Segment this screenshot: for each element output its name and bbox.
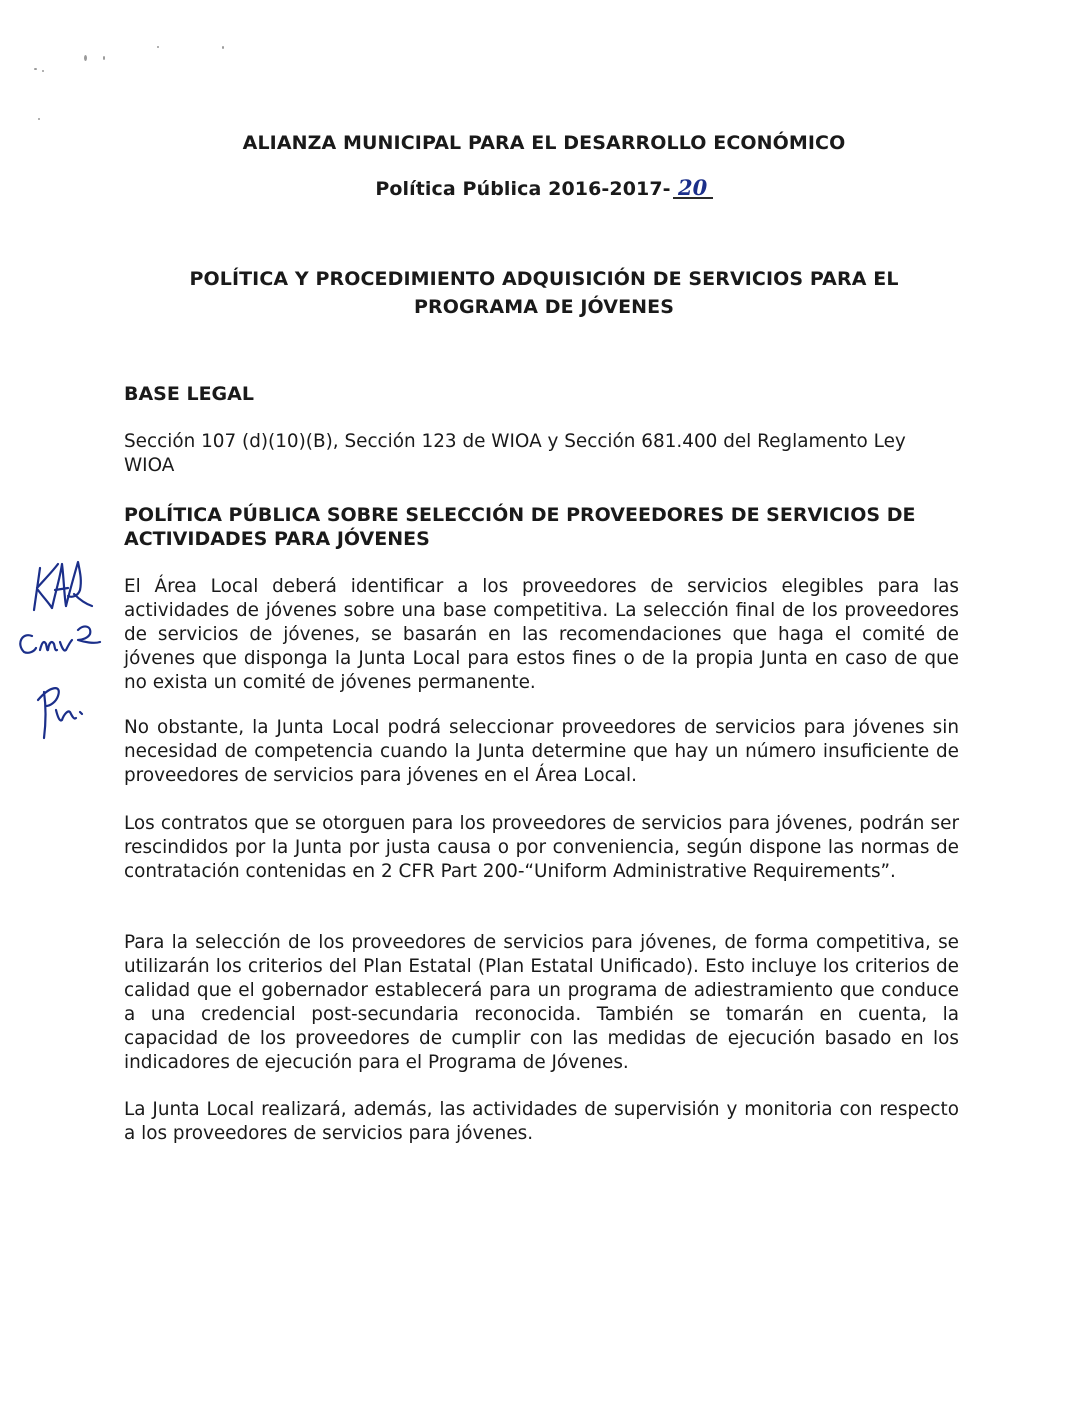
scan-speck xyxy=(84,55,87,61)
public-policy-heading: POLÍTICA PÚBLICA SOBRE SELECCIÓN DE PROVEEDORES DE SERVICIOS DE ACTIVIDADES PARA JÓVENES xyxy=(124,504,916,550)
document-title-line-1: POLÍTICA Y PROCEDIMIENTO ADQUISICIÓN DE SERVICIOS PARA EL xyxy=(189,268,899,290)
paragraph-block xyxy=(124,931,959,1075)
organization-title: ALIANZA MUNICIPAL PARA EL DESARROLLO ECONÓMICO xyxy=(242,132,846,154)
legal-base-text: Sección 107 (d)(10)(B), Sección 123 de WIOA y Sección 681.400 del Reglamento Ley WIOA xyxy=(124,431,906,476)
document-title xyxy=(0,265,1088,321)
paragraph: Para la selección de los proveedores de servicios para jóvenes, de forma competitiva, se utilizarán los criterios del Plan Estatal (Plan Estatal Unificado). Esto incluye los criterios de calidad que el gobernador establecerá para un programa de adiestramiento que conduce a una credencial post-secundaria reconocida. También se tomarán en cuenta, la capacidad de los proveedores de cumplir con las medidas de ejecución basado en los indicadores de ejecución para el Programa de Jóvenes. xyxy=(124,932,959,1073)
policy-number-handwritten: 20 xyxy=(673,179,713,199)
scan-speck xyxy=(157,46,159,48)
scan-speck xyxy=(42,70,44,72)
paragraph: Los contratos que se otorguen para los proveedores de servicios para jóvenes, podrán ser rescindidos por la Junta por justa causa o por conveniencia, según dispone las normas de contratación contenidas en 2 CFR Part 200-“Uniform Administrative Requirements”. xyxy=(124,813,959,882)
scan-speck xyxy=(222,46,224,49)
paragraph-block xyxy=(124,1098,959,1146)
scan-speck xyxy=(34,68,37,70)
document-title-line-2: PROGRAMA DE JÓVENES xyxy=(413,296,675,318)
paragraph: El Área Local deberá identificar a los proveedores de servicios elegibles para las actividades de jóvenes sobre una base competitiva. La selección final de los proveedores de servicios de jóvenes, se basarán en las recomendaciones que haga el comité de jóvenes que disponga la Junta Local para estos fines o de la propia Junta en caso de que no exista un comité de jóvenes permanente. xyxy=(124,576,959,693)
paragraph-block xyxy=(124,716,959,788)
handwritten-initials-icon xyxy=(0,550,122,760)
legal-base-heading: BASE LEGAL xyxy=(124,383,254,405)
legal-base-section xyxy=(124,382,959,406)
policy-label: Política Pública 2016-2017- xyxy=(375,178,671,200)
legal-base-text-block xyxy=(124,430,954,478)
policy-number-line xyxy=(0,175,1088,200)
public-policy-heading-block xyxy=(124,503,934,551)
paragraph: No obstante, la Junta Local podrá seleccionar proveedores de servicios para jóvenes sin necesidad de competencia cuando la Junta determine que hay un número insuficiente de proveedores de servicios para jóvenes en el Área Local. xyxy=(124,717,959,786)
scan-speck xyxy=(103,56,105,60)
paragraph-block xyxy=(124,812,959,884)
scan-speck xyxy=(38,118,40,120)
paragraph: La Junta Local realizará, además, las actividades de supervisión y monitoria con respecto a los proveedores de servicios para jóvenes. xyxy=(124,1099,959,1144)
paragraph-block xyxy=(124,575,959,695)
